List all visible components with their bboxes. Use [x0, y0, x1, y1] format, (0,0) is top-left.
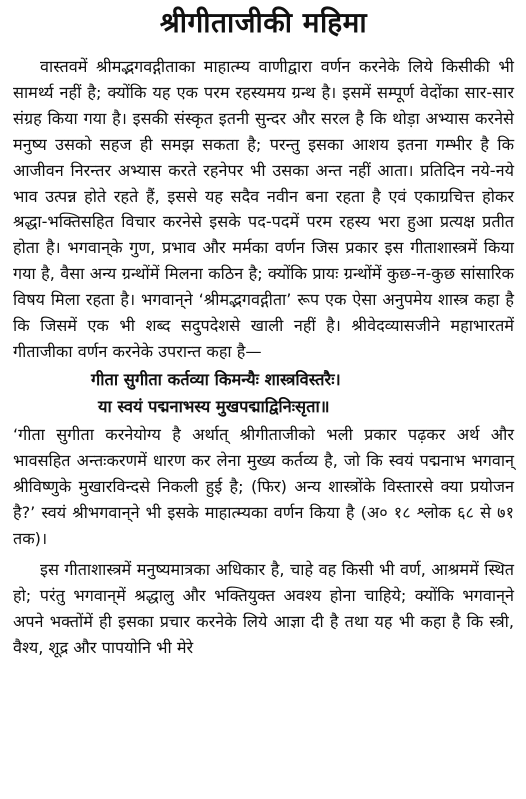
- sanskrit-verse: [13, 366, 514, 420]
- paragraph-verse-meaning: ‘गीता सुगीता करनेयोग्य है अर्थात् श्रीगीताजीको भली प्रकार पढ़कर अर्थ और भावसहित अन्तःकरणमें धारण कर लेना मुख्य कर्तव्य है, जो कि स्वयं पद्मनाभ भगवान् श्रीविष्णुके मुखारविन्दसे निकली हुई है; (फिर) अन्य शास्त्रोंके विस्तारसे क्या प्रयोजन है?’ स्वयं श्रीभगवान्‌ने भी इसके माहात्म्यका वर्णन किया है (अ० १८ श्लोक ६८ से ७१ तक)।: [13, 424, 514, 548]
- verse-line-2: या स्वयं पद्मनाभस्य मुखपद्माद्विनिःसृता॥: [98, 396, 330, 416]
- page-title: श्रीगीताजीकी महिमा: [159, 6, 368, 39]
- verse-line-1: गीता सुगीता कर्तव्या किमन्यैः शास्त्रविस्तरैः।: [91, 369, 341, 389]
- paragraph-intro: वास्तवमें श्रीमद्भगवद्गीताका माहात्म्य वाणीद्वारा वर्णन करनेके लिये किसीकी भी सामर्थ्य नहीं है; क्योंकि यह एक परम रहस्यमय ग्रन्थ है। इसमें सम्पूर्ण वेदोंका सार-सार संग्रह किया गया है। इसकी संस्कृत इतनी सुन्दर और सरल है कि थोड़ा अभ्यास करनेसे मनुष्य उसको सहज ही समझ सकता है; परन्तु इसका आशय इतना गम्भीर है कि आजीवन निरन्तर अभ्यास करते रहनेपर भी उसका अन्त नहीं आता। प्रतिदिन नये-नये भाव उत्पन्न होते रहते हैं, इससे यह सदैव नवीन बना रहता है एवं एकाग्रचित्त होकर श्रद्धा-भक्तिसहित विचार करनेसे इसके पद-पदमें परम रहस्य भरा हुआ प्रत्यक्ष प्रतीत होता है। भगवान्‌के गुण, प्रभाव और मर्मका वर्णन जिस प्रकार इस गीताशास्त्रमें किया गया है, वैसा अन्य ग्रन्थोंमें मिलना कठिन है; क्योंकि प्रायः ग्रन्थोंमें कुछ-न-कुछ सांसारिक विषय मिला रहता है। भगवान्‌ने ‘श्रीमद्भगवद्गीता’ रूप एक ऐसा अनुपमेय शास्त्र कहा है कि जिसमें एक भी शब्द सदुपदेशसे खाली नहीं है। श्रीवेदव्यासजीने महाभारतमें गीताजीका वर्णन करनेके उपरान्त कहा है—: [13, 57, 514, 361]
- paragraph-eligibility: इस गीताशास्त्रमें मनुष्यमात्रका अधिकार है, चाहे वह किसी भी वर्ण, आश्रममें स्थित हो; परंतु भगवान्‌में श्रद्धालु और भक्तियुक्त अवश्य होना चाहिये; क्योंकि भगवान्‌ने अपने भक्तोंमें ही इसका प्रचार करनेके लिये आज्ञा दी है तथा यह भी कहा है कि स्त्री, वैश्य, शूद्र और पापयोनि भी मेरे: [13, 560, 514, 658]
